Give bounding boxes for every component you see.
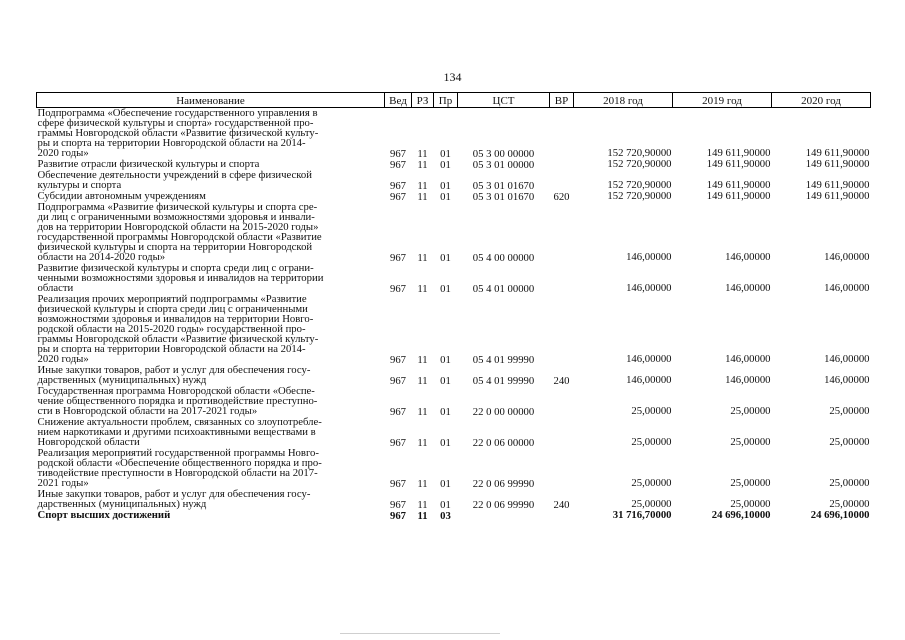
cell-name-line: Развитие отрасли физической культуры и спорта [37,158,260,170]
cell-name-line: 2020 годы» [37,353,89,365]
cell-name-line: возможностями здоровья и инвалидов на территории Новго- [37,313,314,325]
cell-vr [550,386,574,417]
cell-name [37,386,385,417]
cell-ved: 967 [389,283,407,295]
cell-name [37,202,385,263]
page-number: 134 [443,70,462,84]
cell-pr: 03 [440,510,451,522]
cell-2019: 25,00000 [730,405,771,417]
cell-name-line: Спорт высших достижений [37,509,171,521]
cell-vr [550,170,574,191]
cell-2019: 146,00000 [725,282,771,294]
cell-vr [550,263,574,294]
cell-name-line: физической культуры и спорта среди лиц с ограниченными [37,303,308,315]
cell-2020: 149 611,90000 [805,158,870,170]
cell-2018: 146,00000 [626,251,672,263]
cell-ved: 967 [389,375,407,387]
cell-2019: 25,00000 [730,498,771,510]
cell-pr: 01 [440,159,451,171]
cell-rz: 11 [417,180,428,192]
cell-pr: 01 [440,191,451,203]
cell-pr: 01 [440,252,451,264]
cell-rz: 11 [417,354,428,366]
cell-cst: 05 3 00 00000 [472,148,535,160]
cell-rz: 11 [417,252,428,264]
cell-pr: 01 [440,406,451,418]
cell-name-line: родской области «Обеспечение общественного порядка и про- [37,457,322,469]
cell-name [37,417,385,448]
cell-ved: 967 [389,478,407,490]
cell-name [37,448,385,489]
cell-pr: 01 [440,148,451,160]
cell-name-line: Обеспечение деятельности учреждений в сфере физической [37,169,312,181]
cell-name-line: Реализация прочих мероприятий подпрограммы «Развитие [37,293,307,305]
cell-name-line: нием наркотиками и другими психоактивными веществами в [37,426,316,438]
cell-2020: 149 611,90000 [805,190,870,202]
cell-name-line: ди лиц с ограниченными возможностями здоровья и инвали- [37,211,315,223]
cell-rz: 11 [417,406,428,418]
cell-pr: 01 [440,283,451,295]
cell-name-line: Реализация мероприятий государственной программы Новго- [37,447,319,459]
cell-cst: 05 4 00 00000 [472,252,535,264]
table-row [37,294,871,365]
cell-name-line: граммы Новгородской области «Развитие физической культу- [37,127,319,139]
cell-name-line: граммы Новгородской области «Развитие физической культу- [37,333,319,345]
cell-name [37,489,385,510]
column-header-cst: ЦСТ [458,93,550,108]
cell-ved: 967 [389,510,407,522]
cell-name-line: области на 2014-2020 годы» [37,251,166,263]
table-row [37,489,871,510]
cell-rz: 11 [417,148,428,160]
cell-2020: 25,00000 [829,436,870,448]
cell-2019: 146,00000 [725,251,771,263]
cell-vr [550,417,574,448]
cell-cst: 22 0 06 00000 [472,437,535,449]
cell-ved: 967 [389,180,407,192]
cell-ved: 967 [389,354,407,366]
cell-cst: 05 3 01 01670 [472,180,535,192]
cell-2018: 152 720,90000 [607,190,672,202]
cell-name-line: государственной программы Новгородской области «Развитие [37,231,322,243]
cell-vr: 620 [553,191,570,203]
cell-vr [550,202,574,263]
column-header-ved: Вед [385,93,412,108]
cell-vr [550,510,574,521]
cell-rz: 11 [417,437,428,449]
cell-name-line: дарственных (муниципальных) нужд [37,374,207,386]
column-header-pr: Пр [434,93,458,108]
cell-2020: 146,00000 [824,374,870,386]
cell-rz: 11 [417,499,428,511]
cell-name-line: чение общественного порядка и противодействие преступно- [37,395,318,407]
cell-name-line: дов на территории Новгородской области на 2015-2020 годы» [37,221,319,233]
cell-vr: 240 [553,375,570,387]
table-row [37,448,871,489]
cell-cst: 05 4 01 00000 [472,283,535,295]
cell-cst: 22 0 06 99990 [472,499,535,511]
cell-name-line: сфере физической культуры и спорта» государственной про- [37,117,314,129]
cell-2019: 149 611,90000 [706,147,771,159]
cell-2018: 146,00000 [626,353,672,365]
cell-name [37,510,385,521]
cell-2018: 25,00000 [631,498,672,510]
cell-name-line: 2021 годы» [37,477,89,489]
cell-vr [550,159,574,170]
cell-name-line: области [37,282,74,294]
cell-name-line: физической культуры и спорта на территории Новгородской [37,241,313,253]
cell-2019: 149 611,90000 [706,158,771,170]
cell-cst: 05 3 01 01670 [472,191,535,203]
cell-rz: 11 [417,375,428,387]
cell-pr: 01 [440,180,451,192]
cell-cst: 22 0 00 00000 [472,406,535,418]
cell-pr: 01 [440,478,451,490]
cell-2019: 146,00000 [725,353,771,365]
cell-name-line: Иные закупки товаров, работ и услуг для обеспечения госу- [37,488,311,500]
cell-2018: 25,00000 [631,436,672,448]
cell-2018: 31 716,70000 [612,509,672,521]
cell-ved: 967 [389,437,407,449]
cell-rz: 11 [417,191,428,203]
cell-cst [458,510,550,521]
cell-rz: 11 [417,478,428,490]
cell-name [37,108,385,160]
cell-name-line: Субсидии автономным учреждениям [37,190,206,202]
cell-2020: 25,00000 [829,405,870,417]
cell-name-line: тиводействие преступности в Новгородской области на 2017- [37,467,318,479]
cell-2020: 146,00000 [824,251,870,263]
cell-cst: 22 0 06 99990 [472,478,535,490]
cell-2020: 149 611,90000 [805,147,870,159]
cell-name-line: Новгородской области [37,436,140,448]
scan-artifact [340,633,500,634]
cell-2019: 149 611,90000 [706,190,771,202]
cell-2018: 146,00000 [626,282,672,294]
cell-name-line: ры и спорта на территории Новгородской области на 2014- [37,343,306,355]
cell-pr: 01 [440,354,451,366]
cell-name-line: дарственных (муниципальных) нужд [37,498,207,510]
cell-pr: 01 [440,499,451,511]
cell-2018: 152 720,90000 [607,147,672,159]
cell-2020: 146,00000 [824,282,870,294]
cell-ved: 967 [389,499,407,511]
cell-ved: 967 [389,191,407,203]
cell-name-line: Иные закупки товаров, работ и услуг для обеспечения госу- [37,364,311,376]
cell-rz: 11 [417,283,428,295]
cell-name [37,263,385,294]
cell-name-line: ченными возможностями здоровья и инвалидов на территории [37,272,324,284]
cell-name [37,170,385,191]
cell-name-line: сти в Новгородской области на 2017-2021 годы» [37,405,258,417]
cell-name-line: культуры и спорта [37,179,122,191]
table-row [37,417,871,448]
column-header-2019: 2019 год [673,93,772,108]
cell-name [37,294,385,365]
table-header-row [37,93,871,108]
cell-2019: 146,00000 [725,374,771,386]
cell-2020: 146,00000 [824,353,870,365]
column-header-2018: 2018 год [574,93,673,108]
cell-ved: 967 [389,159,407,171]
table-row [37,202,871,263]
column-header-vr: ВР [550,93,574,108]
cell-cst: 05 4 01 99990 [472,354,535,366]
budget-table [36,92,871,521]
cell-2019: 24 696,10000 [711,509,771,521]
cell-2020: 149 611,90000 [805,179,870,191]
cell-vr [550,448,574,489]
cell-2019: 25,00000 [730,436,771,448]
cell-2020: 24 696,10000 [810,509,870,521]
cell-vr [550,108,574,160]
cell-name-line: Подпрограмма «Обеспечение государственного управления в [37,107,318,119]
cell-2020: 25,00000 [829,498,870,510]
cell-name-line: Развитие физической культуры и спорта среди лиц с ограни- [37,262,314,274]
cell-2018: 152 720,90000 [607,158,672,170]
cell-2018: 152 720,90000 [607,179,672,191]
table-row [37,510,871,521]
cell-name-line: 2020 годы» [37,147,89,159]
cell-2020: 25,00000 [829,477,870,489]
cell-vr: 240 [553,499,570,511]
cell-cst: 05 4 01 99990 [472,375,535,387]
cell-2019: 149 611,90000 [706,179,771,191]
column-header-2020: 2020 год [772,93,871,108]
table-row [37,108,871,160]
table-body [37,108,871,522]
cell-name-line: родской области на 2015-2020 годы» государственной про- [37,323,306,335]
cell-cst: 05 3 01 00000 [472,159,535,171]
cell-pr: 01 [440,437,451,449]
cell-name [37,365,385,386]
cell-vr [550,294,574,365]
table-row [37,170,871,191]
table-row [37,365,871,386]
column-header-name: Наименование [37,93,385,108]
cell-ved: 967 [389,252,407,264]
cell-2019: 25,00000 [730,477,771,489]
cell-rz: 11 [417,510,428,522]
cell-name-line: Подпрограмма «Развитие физической культуры и спорта сре- [37,201,318,213]
cell-pr: 01 [440,375,451,387]
cell-name-line: Государственная программа Новгородской области «Обеспе- [37,385,315,397]
table-row [37,386,871,417]
cell-name-line: Снижение актуальности проблем, связанных со злоупотребле- [37,416,322,428]
cell-ved: 967 [389,148,407,160]
cell-2018: 146,00000 [626,374,672,386]
cell-2018: 25,00000 [631,477,672,489]
table-row [37,263,871,294]
column-header-rz: РЗ [412,93,434,108]
cell-rz: 11 [417,159,428,171]
cell-ved: 967 [389,406,407,418]
cell-name-line: ры и спорта на территории Новгородской области на 2014- [37,137,306,149]
cell-2018: 25,00000 [631,405,672,417]
